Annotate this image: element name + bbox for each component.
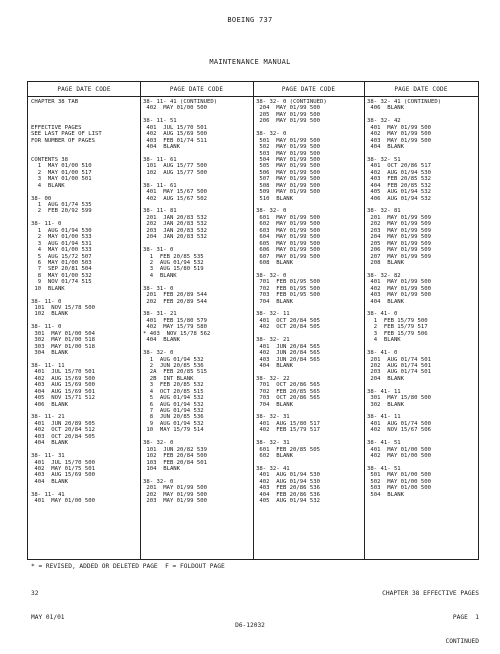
page-entry: 302 MAY 01/00 518 xyxy=(31,337,95,344)
page-entry: 401 JUL 15/70 501 xyxy=(143,124,207,131)
page-entry: 38- 32- 41 (CONTINUED) xyxy=(367,99,442,105)
page-entry: 704 BLANK xyxy=(256,401,294,408)
page-entry: 509 MAY 01/99 500 xyxy=(256,189,320,196)
page-entry: 101 NOV 15/78 500 xyxy=(31,305,95,311)
page-entry: EFFECTIVE PAGES xyxy=(31,124,82,131)
page-entry: 301 MAY 15/80 500 xyxy=(367,395,431,402)
page-entry: 501 MAY 01/00 500 xyxy=(367,472,431,479)
page-entry: 203 MAY 01/99 509 xyxy=(367,227,431,234)
page-entry: 402 NOV 15/67 506 xyxy=(367,427,431,434)
page-entry: 402 AUG 01/94 530 xyxy=(256,478,320,485)
page-entry: 304 BLANK xyxy=(31,350,69,357)
page-entry: 38- 32- 41 xyxy=(256,465,290,472)
page-list-column-3 xyxy=(256,99,362,505)
page-entry: 38- 41- 11 xyxy=(367,414,401,421)
page-entry: 204 MAY 01/99 509 xyxy=(367,234,431,241)
page-entry: 4 BLANK xyxy=(367,337,401,344)
page-entry: 404 BLANK xyxy=(367,298,405,305)
page-entry: 404 BLANK xyxy=(143,337,181,344)
page-entry: 502 MAY 01/99 500 xyxy=(256,144,320,151)
page-entry: * 403 NOV 15/78 562 xyxy=(143,330,211,337)
page-entry: CONTENTS 38 xyxy=(31,156,69,163)
page-entry: 38- 41- 0 xyxy=(367,350,398,357)
page-entry: 38- 11- 31 xyxy=(31,453,65,460)
page-entry: 2B INT BLANK xyxy=(143,375,194,382)
page-entry: 7 SEP 20/81 504 xyxy=(31,266,92,273)
page-entry: 206 MAY 01/99 500 xyxy=(256,118,320,125)
continued-label: CONTINUED xyxy=(445,638,479,645)
page-entry: 104 BLANK xyxy=(143,465,181,472)
page-entry: 38- 31- 21 xyxy=(143,311,177,318)
page-entry: 38- 11- 0 xyxy=(31,298,62,305)
page-entry: 102 BLANK xyxy=(31,311,69,318)
page-entry: 1 AUG 01/94 532 xyxy=(143,356,204,363)
page-entry: 4 BLANK xyxy=(31,182,65,189)
page-entry: 402 OCT 20/84 505 xyxy=(256,324,320,331)
page-entry: 3 AUG 01/94 531 xyxy=(31,240,92,247)
page-entry: 3 FEB 15/79 506 xyxy=(367,330,428,337)
page-entry: 402 FEB 15/79 517 xyxy=(256,427,320,434)
page-entry: 2 MAY 01/00 517 xyxy=(31,169,92,176)
effective-pages-table xyxy=(27,81,479,560)
page-entry: 401 JUL 15/70 501 xyxy=(31,369,95,376)
page-entry: 701 FEB 01/95 500 xyxy=(256,279,320,286)
page-entry: 38- 31- 0 xyxy=(143,247,174,254)
page-entry: 38- 32- 0 (CONTINUED) xyxy=(256,99,327,105)
page-entry: 1 MAY 01/00 510 xyxy=(31,163,92,170)
page-entry: 402 AUG 15/69 500 xyxy=(31,375,95,382)
page-entry: 302 BLANK xyxy=(367,401,405,408)
page-entry: 503 MAY 01/00 500 xyxy=(367,485,431,492)
page-entry: 103 FEB 20/84 501 xyxy=(143,459,207,466)
page-entry: 202 FEB 20/89 544 xyxy=(143,298,207,305)
page-entry: 402 AUG 15/69 500 xyxy=(143,131,207,138)
page-entry: 6 AUG 01/94 532 xyxy=(143,401,204,408)
page-entry: 38- 32- 0 xyxy=(143,350,174,357)
page-entry: 38- 11- 11 xyxy=(31,362,65,369)
page-entry: 202 JAN 20/83 532 xyxy=(143,221,207,228)
page-entry: 38- 32- 51 xyxy=(367,156,401,163)
page-entry: 401 MAY 15/67 500 xyxy=(143,189,207,196)
page-entry: 203 MAY 01/99 500 xyxy=(143,498,207,505)
page-entry: 4 BLANK xyxy=(143,272,177,279)
page-entry: 10 BLANK xyxy=(31,285,65,292)
column-heading: PAGE DATE CODE xyxy=(28,82,140,97)
page-entry: 403 MAY 01/99 500 xyxy=(367,137,431,144)
page-entry: 603 MAY 01/99 500 xyxy=(256,227,320,234)
page-entry: 401 MAY 01/99 500 xyxy=(367,124,431,131)
page-entry: 3 FEB 20/85 532 xyxy=(143,382,204,389)
page-entry: 404 BLANK xyxy=(143,144,181,151)
page-entry: 403 OCT 20/84 505 xyxy=(31,433,95,440)
page-entry: 3 MAY 01/00 501 xyxy=(31,176,92,183)
page-entry: 701 OCT 20/86 565 xyxy=(256,382,320,389)
page-entry: 38- 11- 81 xyxy=(143,208,177,215)
page-entry: 510 BLANK xyxy=(256,195,294,202)
page-entry: 2A FEB 20/85 515 xyxy=(143,369,207,376)
page-entry: 602 BLANK xyxy=(256,453,294,460)
page-entry: 403 FEB 20/85 532 xyxy=(367,176,431,183)
page-entry: 402 MAY 15/79 580 xyxy=(143,324,207,331)
page-entry: 401 AUG 01/74 500 xyxy=(367,420,431,427)
column-divider xyxy=(253,82,254,559)
page-entry: 404 AUG 15/69 501 xyxy=(31,388,95,395)
page-entry: 202 AUG 01/74 501 xyxy=(367,362,431,369)
page-entry: 38- 00 xyxy=(31,195,52,202)
page-entry: 507 MAY 01/99 500 xyxy=(256,176,320,183)
page-entry: 605 MAY 01/99 500 xyxy=(256,240,320,247)
page-entry: 38- 32- 11 xyxy=(256,311,290,318)
page-entry: 8 MAY 01/00 532 xyxy=(31,272,92,279)
page-entry: 38- 32- 81 xyxy=(367,208,401,215)
page-list-column-4 xyxy=(367,99,477,498)
page-entry: 402 JUN 20/84 565 xyxy=(256,350,320,357)
page-entry: 201 MAY 01/99 500 xyxy=(143,485,207,492)
page-entry: 405 AUG 01/94 532 xyxy=(256,498,320,505)
page-entry: 4 OCT 20/85 515 xyxy=(143,388,204,395)
revision-number: 32 xyxy=(31,590,39,597)
page-entry: 38- 32- 22 xyxy=(256,375,290,382)
page-entry: 604 MAY 01/99 500 xyxy=(256,234,320,241)
page-entry: 403 FEB 01/74 511 xyxy=(143,137,207,144)
page-entry: 405 AUG 01/94 532 xyxy=(367,189,431,196)
revision-date: MAY 01/01 xyxy=(31,614,65,621)
page-entry: 402 OCT 20/84 512 xyxy=(31,427,95,434)
page-entry: 508 MAY 01/99 500 xyxy=(256,182,320,189)
page-entry: 601 FEB 20/85 505 xyxy=(256,446,320,453)
page-entry: 208 BLANK xyxy=(367,259,405,266)
page-entry: 505 MAY 01/99 500 xyxy=(256,163,320,170)
page-entry: 1 FEB 20/85 535 xyxy=(143,253,204,260)
page-entry: 406 AUG 01/94 532 xyxy=(367,195,431,202)
page-entry: 401 MAY 01/99 500 xyxy=(367,279,431,286)
page-entry: 405 NOV 15/71 512 xyxy=(31,395,95,402)
column-heading: PAGE DATE CODE xyxy=(140,82,253,97)
page-entry: 2 FEB 20/92 599 xyxy=(31,208,92,215)
page-entry: 404 FEB 20/86 536 xyxy=(256,491,320,498)
page-entry: FOR NUMBER OF PAGES xyxy=(31,137,95,144)
document-title: BOEING 737 xyxy=(227,16,273,24)
page-entry: 38- 11- 61 xyxy=(143,182,177,189)
page-entry: 606 MAY 01/99 500 xyxy=(256,247,320,254)
page-entry: 38- 32- 31 xyxy=(256,414,290,421)
page-entry: 38- 41- 0 xyxy=(367,311,398,318)
column-divider xyxy=(140,82,141,559)
page-entry: 608 BLANK xyxy=(256,259,294,266)
page-entry: 402 MAY 01/00 500 xyxy=(143,105,207,112)
page-entry: 504 MAY 01/99 500 xyxy=(256,156,320,163)
page-entry: 38- 11- 21 xyxy=(31,414,65,421)
document-subtitle: MAINTENANCE MANUAL xyxy=(209,58,291,66)
page-entry: 38- 32- 0 xyxy=(143,478,174,485)
page-entry: 2 JUN 20/85 536 xyxy=(143,362,204,369)
page-entry: 101 AUG 15/77 500 xyxy=(143,163,207,170)
page-entry: 38- 32- 0 xyxy=(256,208,287,215)
page-entry: 402 MAY 01/99 500 xyxy=(367,131,431,138)
page-entry: 38- 32- 21 xyxy=(256,337,290,344)
page-entry: 401 JUN 20/84 565 xyxy=(256,343,320,350)
page-number: PAGE 1 xyxy=(452,614,479,621)
page-entry: 201 AUG 01/74 501 xyxy=(367,356,431,363)
page-entry: 5 AUG 01/94 532 xyxy=(143,395,204,402)
page-entry: 401 MAY 01/00 500 xyxy=(367,446,431,453)
legend-note: * = REVISED, ADDED OR DELETED PAGE F = FOLDOUT PAGE xyxy=(31,563,225,570)
page-entry: 401 JUL 15/70 500 xyxy=(31,459,95,466)
page-entry: 38- 32- 31 xyxy=(256,440,290,447)
page-entry: 38- 11- 0 xyxy=(31,324,62,331)
page-entry: 503 MAY 01/99 500 xyxy=(256,150,320,157)
page-entry: 506 MAY 01/99 500 xyxy=(256,169,320,176)
chapter-effective-pages-label: CHAPTER 38 EFFECTIVE PAGES xyxy=(382,590,479,597)
page-entry: 402 AUG 01/94 530 xyxy=(367,169,431,176)
page-entry: 403 AUG 15/69 500 xyxy=(31,472,95,479)
page-entry: 702 FEB 01/95 500 xyxy=(256,285,320,292)
page-entry: 204 BLANK xyxy=(367,375,405,382)
page-entry: 2 AUG 01/94 532 xyxy=(143,259,204,266)
page-entry: 201 JAN 20/83 532 xyxy=(143,214,207,221)
page-entry: 38- 11- 0 xyxy=(31,221,62,228)
page-entry: 403 FEB 20/86 536 xyxy=(256,485,320,492)
page-entry: 504 BLANK xyxy=(367,491,405,498)
page-entry: CHAPTER 38 TAB xyxy=(31,99,79,105)
page-entry: 703 OCT 20/86 565 xyxy=(256,395,320,402)
page-entry: 38- 41- 51 xyxy=(367,440,401,447)
page-entry: 5 AUG 15/72 507 xyxy=(31,253,92,260)
page-entry: 2 FEB 15/79 517 xyxy=(367,324,428,331)
page-entry: 8 JUN 20/85 536 xyxy=(143,414,204,421)
page-entry: 3 AUG 15/80 519 xyxy=(143,266,204,273)
page-entry: 204 MAY 01/99 500 xyxy=(256,105,320,112)
page-entry: 403 AUG 15/69 500 xyxy=(31,382,95,389)
page-entry: 601 MAY 01/99 500 xyxy=(256,214,320,221)
page-entry: 38- 32- 0 xyxy=(143,440,174,447)
page-entry: SEE LAST PAGE OF LIST xyxy=(31,131,102,138)
page-entry: 303 MAY 01/00 518 xyxy=(31,343,95,350)
page-entry: 404 BLANK xyxy=(367,144,405,151)
page-entry: 38- 32- 42 xyxy=(367,118,401,125)
page-entry: 7 AUG 01/94 532 xyxy=(143,408,204,414)
footer-right xyxy=(382,574,479,654)
page-entry: 401 AUG 15/80 517 xyxy=(256,420,320,427)
page-entry: 502 MAY 01/00 500 xyxy=(367,478,431,485)
page-entry: 404 BLANK xyxy=(31,440,69,447)
page-entry: 406 BLANK xyxy=(367,105,405,112)
column-heading: PAGE DATE CODE xyxy=(253,82,364,97)
page-entry: 402 AUG 15/67 502 xyxy=(143,195,207,202)
page-entry: 202 MAY 01/99 509 xyxy=(367,221,431,228)
page-entry: 403 JUN 20/84 565 xyxy=(256,356,320,363)
page-entry: 404 FEB 20/85 532 xyxy=(367,182,431,189)
page-list-column-2 xyxy=(143,99,251,505)
page-entry: 602 MAY 01/99 500 xyxy=(256,221,320,228)
page-entry: 207 MAY 01/99 509 xyxy=(367,253,431,260)
page-entry: 9 AUG 01/94 532 xyxy=(143,420,204,427)
page-entry: 4 MAY 01/00 533 xyxy=(31,247,92,254)
page-entry: 401 JUN 20/89 505 xyxy=(31,420,95,427)
page-entry: 401 AUG 01/94 530 xyxy=(256,472,320,479)
page-entry: 501 MAY 01/99 500 xyxy=(256,137,320,144)
page-entry: 402 MAY 01/99 500 xyxy=(367,285,431,292)
page-entry: 205 MAY 01/99 509 xyxy=(367,240,431,247)
page-entry: 38- 32- 82 xyxy=(367,272,401,279)
page-entry: 102 FEB 20/84 500 xyxy=(143,453,207,460)
page-entry: 406 BLANK xyxy=(31,401,69,408)
page-entry: 203 AUG 01/74 501 xyxy=(367,369,431,376)
page-entry: 205 MAY 01/99 500 xyxy=(256,111,320,118)
page-entry: 202 MAY 01/99 500 xyxy=(143,491,207,498)
page-entry: 401 OCT 20/84 505 xyxy=(256,317,320,324)
page-entry: 2 MAY 01/00 533 xyxy=(31,234,92,241)
page-entry: 201 FEB 20/89 544 xyxy=(143,292,207,299)
page-entry: 402 MAY 01/75 501 xyxy=(31,465,95,472)
page-entry: 401 OCT 20/86 517 xyxy=(367,163,431,170)
page-entry: 1 AUG 01/74 535 xyxy=(31,202,92,208)
page-entry: 1 AUG 01/94 530 xyxy=(31,227,92,234)
page-entry: 607 MAY 01/99 500 xyxy=(256,253,320,260)
page-entry: 38- 11- 61 xyxy=(143,156,177,163)
page-entry: 101 JUN 20/82 539 xyxy=(143,446,207,453)
page-entry: 703 FEB 01/95 500 xyxy=(256,292,320,299)
page-entry: 38- 32- 0 xyxy=(256,131,287,138)
page-entry: 6 MAY 01/00 503 xyxy=(31,259,92,266)
page-entry: 702 FEB 20/85 565 xyxy=(256,388,320,395)
page-entry: 301 MAY 01/00 504 xyxy=(31,330,95,337)
page-entry: 38- 31- 0 xyxy=(143,285,174,292)
page-entry: 401 FEB 15/80 579 xyxy=(143,317,207,324)
page-entry: 403 MAY 01/99 500 xyxy=(367,292,431,299)
page-entry: 402 MAY 01/00 500 xyxy=(367,453,431,460)
page-entry: 404 BLANK xyxy=(31,478,69,485)
page-entry: 201 MAY 01/99 509 xyxy=(367,214,431,221)
page-list-column-1 xyxy=(31,99,139,505)
page-entry: 203 JAN 20/83 532 xyxy=(143,227,207,234)
column-heading: PAGE DATE CODE xyxy=(364,82,478,97)
page-entry: 38- 11- 41 xyxy=(31,491,65,498)
page-entry: 38- 11- 41 (CONTINUED) xyxy=(143,99,218,105)
page-entry: 9 NOV 01/74 515 xyxy=(31,279,92,286)
page-entry: 206 MAY 01/99 509 xyxy=(367,247,431,254)
page-entry: 401 MAY 01/00 500 xyxy=(31,498,95,505)
page-entry: 10 MAY 15/79 514 xyxy=(143,427,204,434)
page-entry: 1 FEB 15/79 500 xyxy=(367,317,428,324)
page-entry: 38- 41- 51 xyxy=(367,465,401,472)
page-entry: 704 BLANK xyxy=(256,298,294,305)
page-entry: 204 JAN 20/83 532 xyxy=(143,234,207,241)
page-entry: 404 BLANK xyxy=(256,362,294,369)
page-entry: 38- 11- 51 xyxy=(143,118,177,125)
page-entry: 38- 32- 0 xyxy=(256,272,287,279)
page-entry: 38- 41- 11 xyxy=(367,388,401,395)
page-entry: 102 AUG 15/77 500 xyxy=(143,169,207,176)
column-divider xyxy=(364,82,365,559)
document-number: D6-12032 xyxy=(235,622,265,629)
